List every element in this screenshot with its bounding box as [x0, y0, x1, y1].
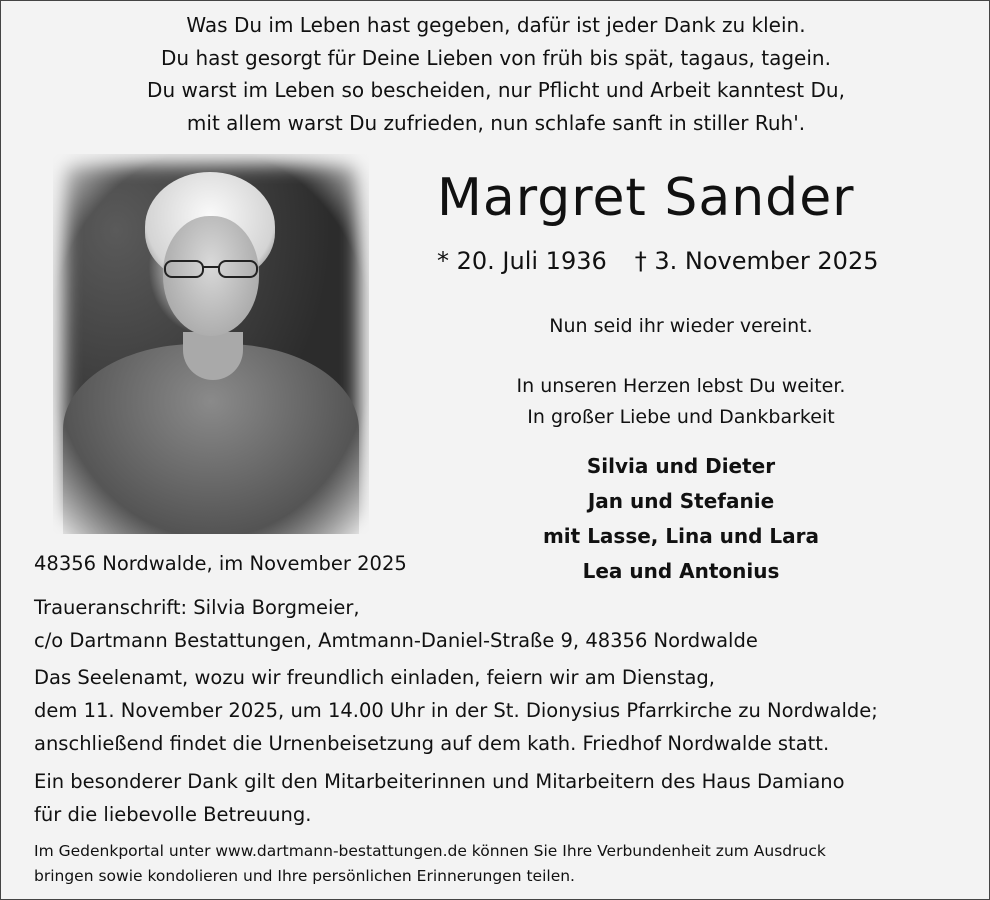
poem-line: Du hast gesorgt für Deine Lieben von früh bis spät, tagaus, tagein.: [161, 45, 831, 70]
poem: [1, 9, 990, 139]
portal-line: Im Gedenkportal unter www.dartmann-bestattungen.de können Sie Ihre Verbundenheit zum Ausdruck: [34, 842, 826, 860]
address-line: c/o Dartmann Bestattungen, Amtmann-Daniel-Straße 9, 48356 Nordwalde: [34, 629, 758, 652]
place-date-line: 48356 Nordwalde, im November 2025: [34, 552, 407, 575]
death-date: † 3. November 2025: [634, 247, 879, 275]
place-date: [34, 547, 407, 580]
memorial-portal-note: [34, 839, 826, 889]
reunited-text: Nun seid ihr wieder vereint.: [549, 315, 813, 337]
address-line: Traueranschrift: Silvia Borgmeier,: [34, 596, 360, 619]
service-line: dem 11. November 2025, um 14.00 Uhr in der St. Dionysius Pfarrkirche zu Nordwalde;: [34, 699, 878, 722]
portrait-vignette: [53, 154, 369, 534]
poem-line: mit allem warst Du zufrieden, nun schlafe sanft in stiller Ruh'.: [186, 110, 806, 135]
mourners-list: [431, 449, 931, 589]
life-dates: [437, 247, 927, 275]
mourning-address: [34, 591, 758, 657]
mourner-line: Silvia und Dieter: [586, 454, 776, 478]
service-line: Das Seelenamt, wozu wir freundlich einladen, feiern wir am Dienstag,: [34, 666, 715, 689]
poem-line: Was Du im Leben hast gegeben, dafür ist jeder Dank zu klein.: [186, 13, 806, 37]
service-line: anschließend findet die Urnenbeisetzung auf dem kath. Friedhof Nordwalde statt.: [34, 732, 830, 755]
mourner-line: Lea und Antonius: [582, 559, 780, 583]
poem-line: Du warst im Leben so bescheiden, nur Pflicht und Arbeit kanntest Du,: [147, 78, 845, 102]
mourner-line: mit Lasse, Lina und Lara: [542, 524, 820, 548]
heart-text: In unseren Herzen lebst Du weiter.: [516, 375, 846, 397]
thanks-line: Ein besonderer Dank gilt den Mitarbeiterinnen und Mitarbeitern des Haus Damiano: [34, 770, 845, 793]
service-info: [34, 661, 878, 760]
birth-date: * 20. Juli 1936: [437, 247, 607, 275]
thanks-text: [34, 765, 845, 831]
portal-line: bringen sowie kondolieren und Ihre persönlichen Erinnerungen teilen.: [34, 867, 575, 885]
love-text: In großer Liebe und Dankbarkeit: [527, 406, 835, 428]
deceased-name: Margret Sander: [437, 168, 855, 228]
mourner-line: Jan und Stefanie: [587, 489, 775, 513]
portrait-photo: [53, 154, 369, 534]
thanks-line: für die liebevolle Betreuung.: [34, 803, 312, 826]
